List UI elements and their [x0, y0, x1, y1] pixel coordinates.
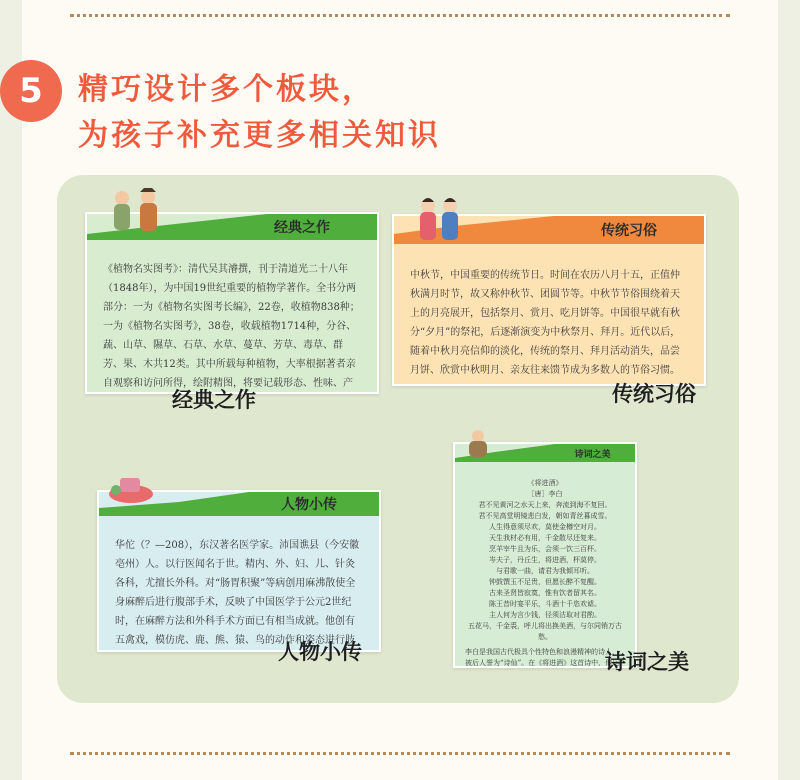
- biography-tab-title: 人物小传: [281, 497, 337, 513]
- poetry-caption: 诗词之美: [605, 650, 689, 674]
- customs-caption: 传统习俗: [612, 382, 696, 406]
- poem-line: 主人何为言少钱，径须沽取对君酌。: [489, 611, 601, 619]
- section-heading-line2: 为孩子补充更多相关知识: [78, 118, 441, 153]
- classic-tab-title: 经典之作: [274, 220, 330, 236]
- figures-illustration-icon: [104, 188, 174, 234]
- poem-line: 人生得意须尽欢，莫使金樽空对月。: [489, 523, 601, 531]
- poem-author: ［唐］李白: [527, 490, 563, 498]
- poetry-tab-title: 诗词之美: [574, 449, 611, 460]
- biography-caption: 人物小传: [278, 640, 362, 664]
- bottom-dotted-divider: [70, 752, 730, 755]
- section-number-badge: 5: [0, 60, 62, 122]
- poetry-card-body: [455, 472, 635, 666]
- poem-line: 与君歌一曲，请君为我倾耳听。: [496, 567, 594, 575]
- customs-card-text: 中秋节，中国重要的传统节日。时间在农历八月十五，正值仲秋满月时节，故又称仲秋节、团圆节等。中秋节节俗围绕着天上的月亮展开，包括祭月、赏月、吃月饼等。中国很早就有秋分“夕月”的祭祀，后逐渐演变为中秋祭月、拜月。近代以后，随着中秋月亮信仰的淡化，传统的祭月、拜月活动消失，品尝月饼、欣赏中秋明月、亲友往来馈节成为多数人的节俗习惯。: [410, 270, 681, 376]
- poetry-card: [453, 442, 637, 668]
- classic-card-text: 《植物名实图考》：清代吴其濬撰，刊于清道光二十八年（1848年），为中国19世纪重要的植物学著作。全书分两部分：一为《植物名实图考长编》，22卷，收植物838种；一为《植物名实图考》，38卷，收载植物1714种，分谷、蔬、山草、隰草、石草、水草、蔓草、芳草、毒草、群芳、果、木共12类。其中所载每种植物，大率根据著者亲自观察和访问所得，绘附精图，将要记载形态、性味、产: [103, 264, 360, 389]
- poem-line: 岑夫子，丹丘生，将进酒，杯莫停。: [489, 556, 601, 564]
- biography-card: [97, 490, 381, 652]
- poet-illustration-icon: [462, 428, 496, 458]
- children-illustration-icon: [414, 196, 466, 244]
- poem-line: 君不见黄河之水天上来，奔流到海不复回。: [478, 501, 612, 509]
- poem-title: 《将进酒》: [527, 479, 563, 487]
- classic-caption: 经典之作: [172, 388, 256, 412]
- poem-line: 君不见高堂明镜悲白发，朝如青丝暮成雪。: [478, 512, 612, 520]
- poem-note: 李白是我国古代极具个性特色和浪漫精神的诗人，被后人誉为“诗仙”。在《将进酒》这首诗中，他运: [465, 648, 620, 666]
- classic-work-card: [85, 212, 379, 394]
- poem-line: 陈王昔时宴平乐，斗酒十千恣欢谑。: [489, 600, 601, 608]
- customs-tab-title: 传统习俗: [601, 223, 657, 239]
- top-dotted-divider: [70, 14, 730, 17]
- biography-card-text: 华佗（？—208），东汉著名医学家。沛国谯县（今安徽亳州）人。以行医闻名于世。精内、外、妇、儿、针灸各科，尤擅长外科。对“肠胃积聚”等病创用麻沸散使全身麻醉后进行腹部手术，反映了中国医学于公元2世纪时，在麻醉方法和外科手术方面已有相当成就。他创有五禽戏，模仿虎、鹿、熊、猿、鸟的动作和姿态进行肢: [115, 540, 360, 646]
- poem-line: 烹羊宰牛且为乐，会须一饮三百杯。: [489, 545, 601, 553]
- poem-line: 钟鼓馔玉不足贵，但愿长醉不复醒。: [489, 578, 601, 586]
- poem-line: 天生我材必有用，千金散尽还复来。: [489, 534, 601, 542]
- section-heading-line1: 精巧设计多个板块，: [78, 72, 375, 107]
- garden-illustration-icon: [106, 474, 156, 504]
- poem-line: 五花马，千金裘，呼儿将出换美酒，与尔同销万古愁。: [468, 622, 622, 641]
- poem-line: 古来圣贤皆寂寞，惟有饮者留其名。: [489, 589, 601, 597]
